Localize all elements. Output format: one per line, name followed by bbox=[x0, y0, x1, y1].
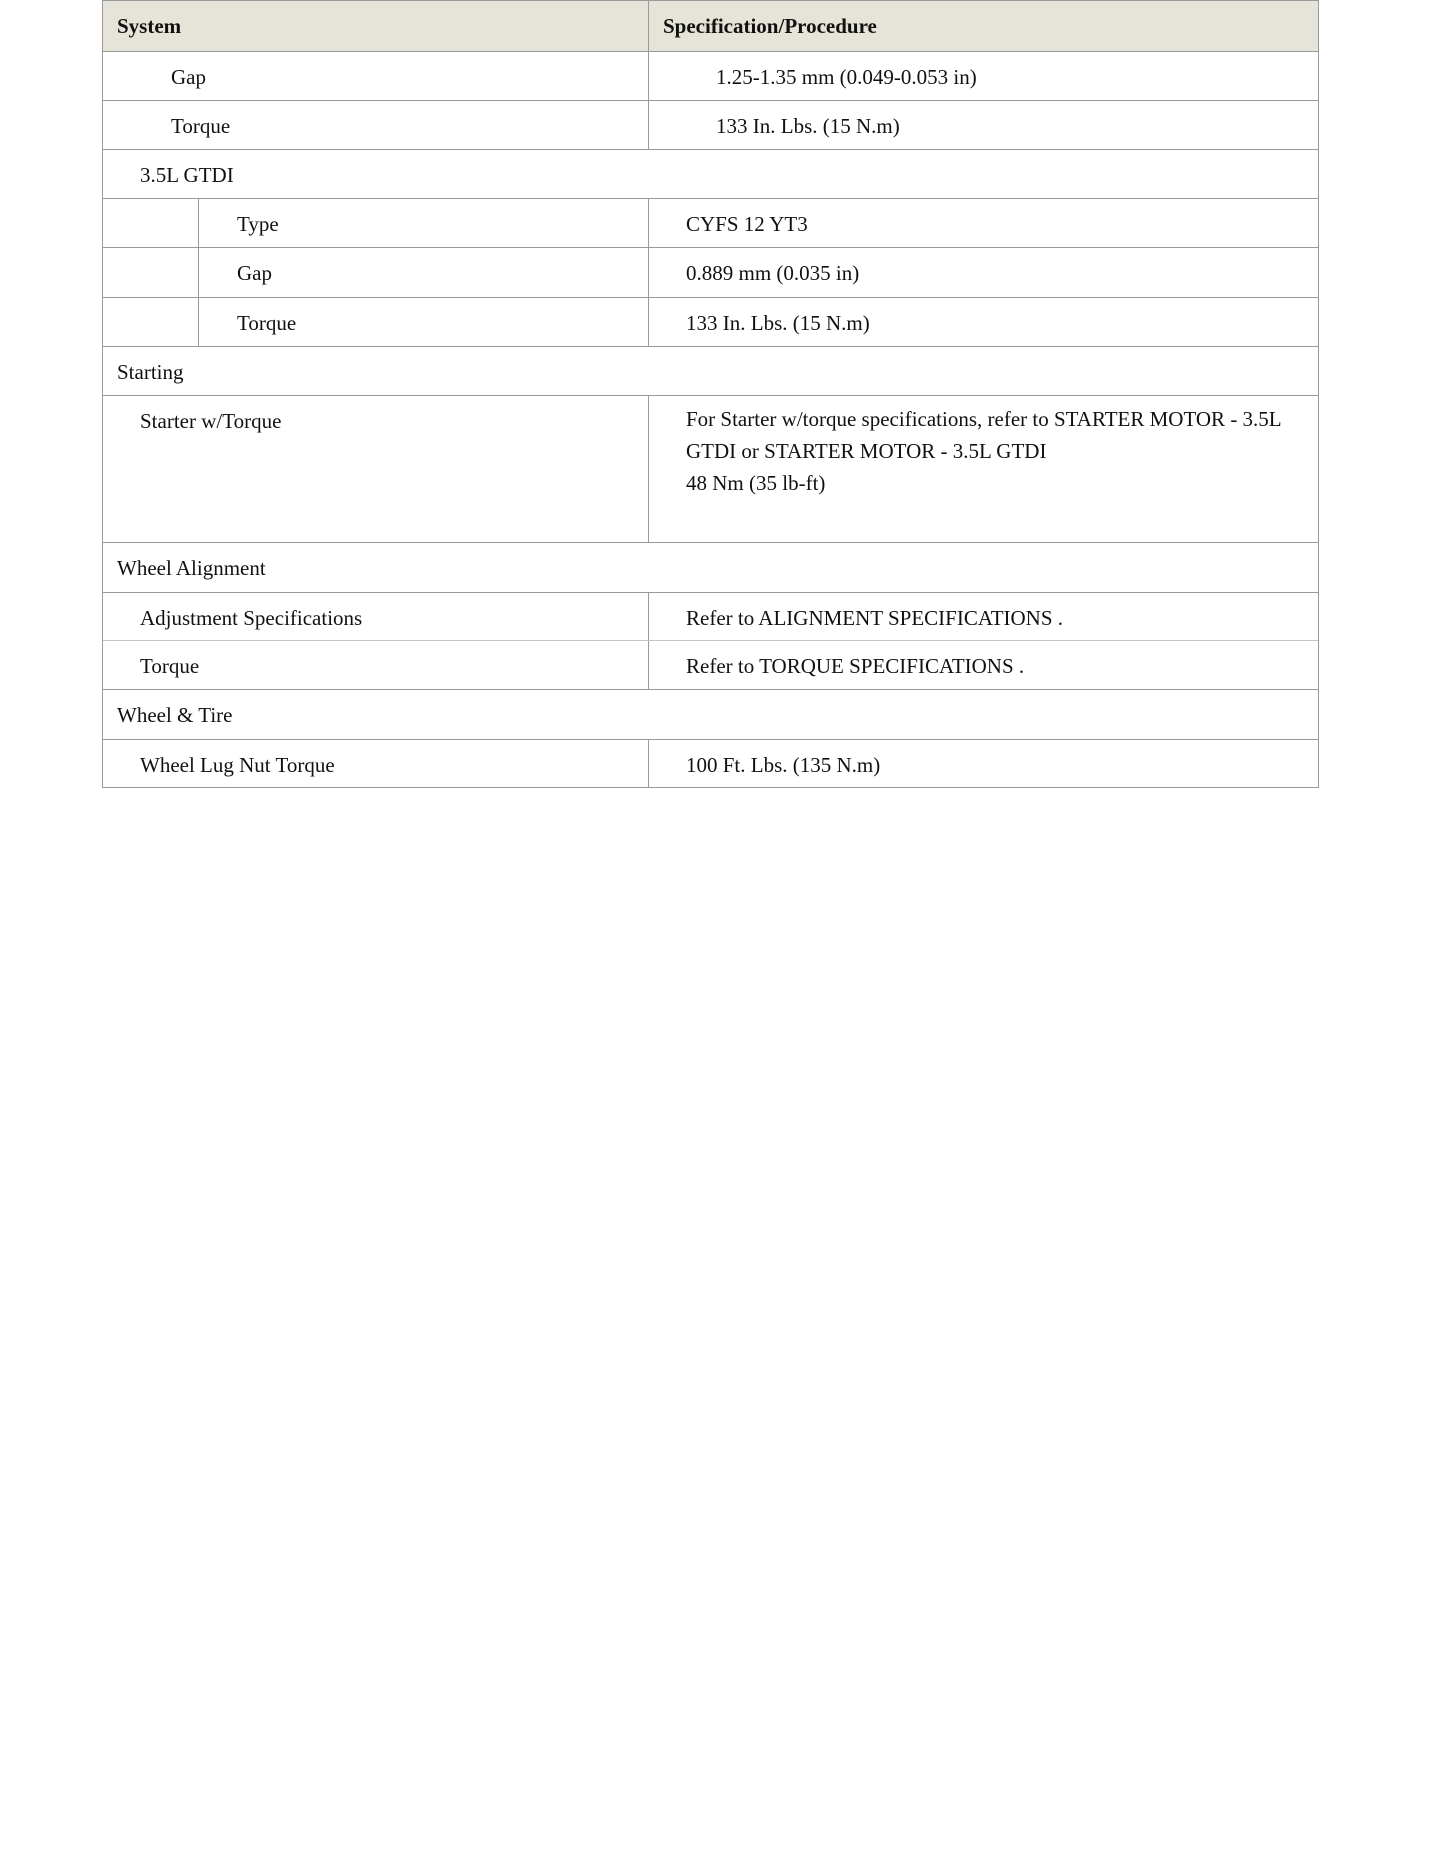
spec-cell: 100 Ft. Lbs. (135 N.m) bbox=[648, 740, 1318, 787]
table-row bbox=[103, 198, 1318, 247]
table-header-row bbox=[103, 1, 1318, 51]
system-cell: Torque bbox=[237, 311, 297, 335]
system-cell: Wheel Lug Nut Torque bbox=[140, 753, 335, 777]
spec-text: For Starter w/torque specifications, refer to STARTER MOTOR - 3.5L GTDI or STARTER MOTOR - 3.5L GTDI bbox=[686, 407, 1281, 463]
spec-cell: 0.889 mm (0.035 in) bbox=[648, 248, 1318, 297]
header-system: System bbox=[117, 14, 182, 38]
spec-value: 48 Nm (35 lb-ft) bbox=[686, 471, 826, 495]
table-row bbox=[103, 592, 1318, 640]
section-label: Starting bbox=[117, 360, 184, 384]
table-row bbox=[103, 640, 1318, 689]
spec-cell: 133 In. Lbs. (15 N.m) bbox=[648, 101, 1318, 149]
system-cell: Torque bbox=[171, 114, 231, 138]
system-cell: Gap bbox=[171, 65, 206, 89]
header-specification: Specification/Procedure bbox=[648, 1, 1318, 51]
table-section-row bbox=[103, 346, 1318, 395]
table-row bbox=[103, 297, 1318, 346]
indent-stub-cell bbox=[103, 248, 199, 297]
indent-stub-cell bbox=[103, 298, 199, 346]
spec-cell: Refer to ALIGNMENT SPECIFICATIONS . bbox=[648, 593, 1318, 640]
specifications-table bbox=[102, 0, 1319, 788]
system-cell: Adjustment Specifications bbox=[140, 606, 363, 630]
section-label: Wheel Alignment bbox=[117, 556, 266, 580]
spec-cell: Refer to TORQUE SPECIFICATIONS . bbox=[648, 641, 1318, 689]
system-cell: Gap bbox=[237, 261, 272, 285]
system-cell: Torque bbox=[140, 654, 200, 678]
table-section-row bbox=[103, 689, 1318, 739]
table-section-row bbox=[103, 542, 1318, 592]
section-label: Wheel & Tire bbox=[117, 703, 233, 727]
system-cell: Starter w/Torque bbox=[140, 409, 282, 433]
table-row bbox=[103, 100, 1318, 149]
table-row bbox=[103, 395, 1318, 542]
table-row bbox=[103, 739, 1318, 787]
spec-cell: CYFS 12 YT3 bbox=[648, 199, 1318, 247]
subsection-label: 3.5L GTDI bbox=[140, 163, 234, 187]
table-row bbox=[103, 51, 1318, 100]
spec-cell: 1.25-1.35 mm (0.049-0.053 in) bbox=[648, 52, 1318, 100]
system-cell: Type bbox=[237, 212, 279, 236]
indent-stub-cell bbox=[103, 199, 199, 247]
table-subsection-row bbox=[103, 149, 1318, 198]
spec-cell: 133 In. Lbs. (15 N.m) bbox=[648, 298, 1318, 346]
table-row bbox=[103, 247, 1318, 297]
spec-cell bbox=[648, 396, 1318, 542]
